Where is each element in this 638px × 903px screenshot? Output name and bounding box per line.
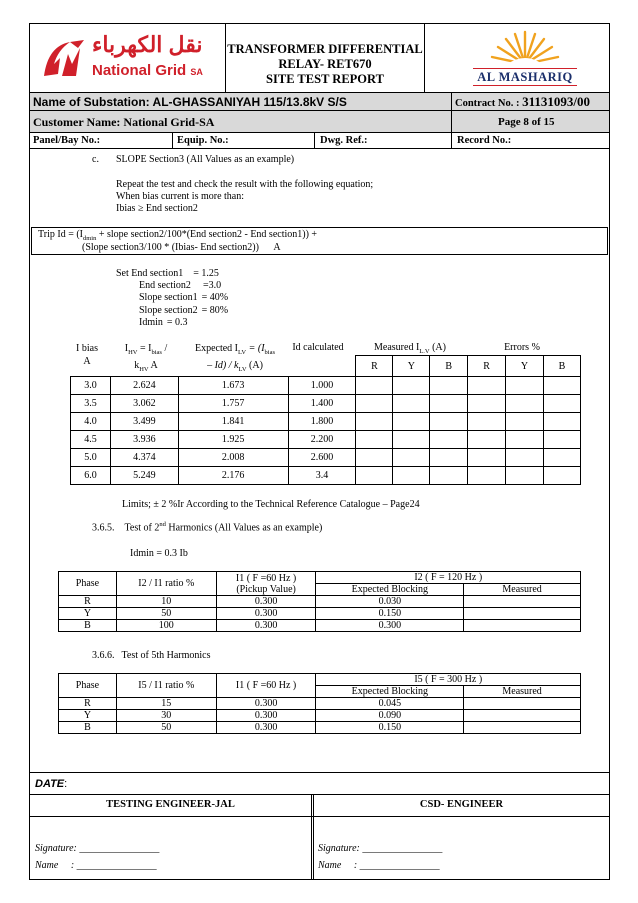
th-ihv-a: I — [124, 343, 129, 354]
intro-line-3: Ibias ≥ End section2 — [116, 203, 198, 214]
table-row — [71, 377, 581, 395]
cell-i1: 0.300 — [216, 710, 316, 722]
th-ihv-d: bias — [151, 349, 162, 356]
logo-arabic-text: نقل الكهرباء — [92, 32, 203, 57]
cell-meas-r[interactable] — [356, 377, 393, 395]
cell-ibias: 5.0 — [71, 449, 111, 467]
cell-meas-r[interactable] — [356, 413, 393, 431]
logo-english-text — [92, 62, 203, 79]
cell-err-b[interactable] — [544, 449, 581, 467]
cell-expected: 0.030 — [316, 596, 464, 608]
cell-ratio: 50 — [116, 722, 216, 734]
harm5-heading — [92, 650, 211, 661]
footer-inner-top — [30, 794, 609, 795]
harm5-title: Test of 5th Harmonics — [121, 650, 211, 661]
logo-underline-bottom — [473, 85, 577, 86]
harm2-heading — [92, 521, 322, 533]
table-row — [71, 449, 581, 467]
th-exp-a: Expected I — [194, 343, 239, 354]
h2-th-ratio: I2 / I1 ratio % — [116, 572, 216, 596]
cell-id: 1.400 — [288, 395, 356, 413]
harm2-table — [58, 571, 581, 632]
table-row — [71, 431, 581, 449]
th-errors: Errors % — [504, 342, 540, 353]
footer-inner-bottom — [30, 816, 609, 817]
harm2-title-sup: nd — [159, 521, 166, 528]
cell-ibias: 4.5 — [71, 431, 111, 449]
table-row — [71, 413, 581, 431]
h5-th-measured: Measured — [464, 686, 581, 698]
cell-phase: B — [59, 722, 117, 734]
cell-i1: 0.300 — [216, 608, 316, 620]
info-divider-1 — [172, 132, 173, 149]
cell-err-y[interactable] — [506, 377, 544, 395]
cell-ihv: 2.624 — [110, 377, 178, 395]
cell-meas-b[interactable] — [430, 431, 468, 449]
header-divider-right — [424, 23, 425, 93]
cell-phase: Y — [59, 710, 117, 722]
logo-name: National Grid — [92, 62, 187, 79]
cell-i1: 0.300 — [216, 620, 316, 632]
error-header-B: B — [544, 356, 581, 377]
cell-id: 1.000 — [288, 377, 356, 395]
date-text: DATE — [35, 778, 65, 790]
csd-engineer-title: CSD- ENGINEER — [419, 799, 504, 810]
cell-err-r[interactable] — [468, 377, 506, 395]
setting-slope-section2 — [116, 305, 228, 317]
cell-ibias: 3.0 — [71, 377, 111, 395]
th-meas-b: L.V — [419, 348, 430, 355]
setting-value: = 0.3 — [166, 316, 188, 328]
setting-label: Idmin — [139, 316, 163, 328]
h2-th-i1-a: I1 ( F =60 Hz ) — [235, 572, 297, 584]
cell-measured[interactable] — [464, 698, 581, 710]
th-measured — [356, 342, 464, 355]
th-exp-c: = (I — [246, 343, 265, 354]
cell-err-y[interactable] — [506, 467, 544, 485]
cell-ratio: 50 — [116, 608, 216, 620]
panel-bay-label: Panel/Bay No.: — [33, 135, 101, 146]
page-number: Page 8 of 15 — [498, 116, 555, 128]
harm2-idmin: Idmin = 0.3 Ib — [130, 548, 188, 559]
cell-i1: 0.300 — [216, 596, 316, 608]
th-meas-a: Measured I — [374, 342, 420, 353]
national-grid-emblem-icon — [40, 36, 88, 82]
cell-meas-b[interactable] — [430, 413, 468, 431]
cell-ihv: 5.249 — [110, 467, 178, 485]
slope3-heading: SLOPE Section3 (All Values as an example) — [116, 154, 295, 165]
cell-meas-y[interactable] — [393, 413, 430, 431]
th-exp-f: LV — [238, 366, 247, 373]
page-frame-left — [29, 149, 30, 773]
cell-id: 1.800 — [288, 413, 356, 431]
table-row — [59, 710, 581, 722]
cell-id: 3.4 — [288, 467, 356, 485]
slope3-intro — [116, 179, 373, 215]
equip-no-label: Equip. No.: — [177, 135, 229, 146]
cell-measured[interactable] — [464, 722, 581, 734]
formula-sub: dmin — [83, 235, 97, 242]
date-colon: : — [64, 778, 68, 790]
cell-measured[interactable] — [464, 710, 581, 722]
slope3-phase-row — [71, 356, 581, 377]
record-no-label: Record No.: — [457, 135, 512, 146]
right-signature-field[interactable]: Signature: ________________ — [318, 843, 443, 854]
h5-th-ratio: I5 / I1 ratio % — [116, 674, 216, 698]
th-ihv-c: = I — [137, 343, 152, 354]
table-row — [59, 698, 581, 710]
setting-value: =3.0 — [202, 280, 222, 292]
cell-measured[interactable] — [464, 620, 581, 632]
cell-measured[interactable] — [464, 596, 581, 608]
customer-name: Customer Name: National Grid-SA — [33, 115, 215, 129]
cell-err-b[interactable] — [544, 395, 581, 413]
th-id-calc: Id calculated — [292, 342, 344, 353]
cell-meas-y[interactable] — [393, 377, 430, 395]
cell-ihv: 3.499 — [110, 413, 178, 431]
cell-expected: 1.673 — [178, 377, 288, 395]
limits-note: Limits; ± 2 %Ir According to the Technical Reference Catalogue – Page24 — [122, 499, 420, 510]
cell-err-r[interactable] — [468, 467, 506, 485]
table-row — [59, 608, 581, 620]
cell-err-b[interactable] — [544, 467, 581, 485]
cell-ratio: 15 — [116, 698, 216, 710]
cell-meas-y[interactable] — [393, 431, 430, 449]
intro-line-2: When bias current is more than: — [116, 191, 245, 202]
setting-value: = 40% — [201, 292, 229, 304]
title-line-1: TRANSFORMER DIFFERENTIAL — [227, 42, 423, 56]
cell-expected: 1.757 — [178, 395, 288, 413]
contract-number — [455, 94, 590, 110]
customer-divider — [451, 110, 452, 133]
cell-phase: R — [59, 698, 117, 710]
cell-err-r[interactable] — [468, 431, 506, 449]
setting-value: = 80% — [201, 304, 229, 316]
national-grid-logo — [38, 32, 218, 86]
cell-expected: 1.925 — [178, 431, 288, 449]
h2-th-i1 — [216, 572, 316, 596]
setting-label: Set End section1 — [116, 268, 184, 279]
th-exp-e: – Id) / k — [207, 360, 239, 371]
th-exp-d: bias — [264, 349, 276, 356]
formula-part-b: + slope section2/100*(End section2 - End section1)) + — [96, 229, 318, 240]
cell-phase: Y — [59, 608, 117, 620]
phase-header-Y: Y — [393, 356, 430, 377]
cell-meas-y[interactable] — [393, 467, 430, 485]
al-mashariq-logo — [470, 28, 580, 88]
harm5-header-row-1 — [59, 674, 581, 686]
logo-underline — [473, 68, 577, 69]
cell-err-y[interactable] — [506, 431, 544, 449]
testing-engineer-title: TESTING ENGINEER-JAL — [106, 799, 235, 810]
th-ibias-1: I bias — [76, 343, 98, 354]
setting-end-section1 — [116, 268, 228, 280]
th-exp-b: LV — [238, 349, 247, 356]
title-line-3: SITE TEST REPORT — [266, 72, 384, 86]
harm2-title-a: Test of 2 — [124, 522, 160, 534]
th-ihv-f: k — [134, 360, 140, 371]
table-row — [59, 722, 581, 734]
cell-ratio: 30 — [116, 710, 216, 722]
cell-i1: 0.300 — [216, 698, 316, 710]
cell-meas-b[interactable] — [430, 395, 468, 413]
cell-meas-b[interactable] — [430, 449, 468, 467]
harm2-title-b: Harmonics (All Values as an example) — [165, 522, 323, 534]
cell-meas-b[interactable] — [430, 377, 468, 395]
date-label — [35, 778, 67, 790]
trip-formula-line-2: (Slope section3/100 * (Ibias- End section2)) A — [82, 242, 281, 253]
cell-meas-y[interactable] — [393, 449, 430, 467]
cell-expected: 0.090 — [316, 710, 464, 722]
cell-err-r[interactable] — [468, 449, 506, 467]
h2-th-i1-b: (Pickup Value) — [236, 583, 296, 595]
cell-ihv: 4.374 — [110, 449, 178, 467]
table-row — [59, 596, 581, 608]
cell-meas-r[interactable] — [356, 449, 393, 467]
right-name-field[interactable]: Name : ________________ — [318, 860, 440, 871]
contract-value: 31131093/00 — [522, 94, 590, 109]
th-exp-g: (A) — [246, 360, 263, 371]
setting-value: = 1.25 — [193, 268, 219, 279]
th-ihv-e: / — [161, 343, 168, 354]
phase-header-B: B — [430, 356, 468, 377]
h5-th-expected: Expected Blocking — [316, 686, 464, 698]
substation-divider — [451, 92, 452, 111]
setting-idmin — [116, 317, 228, 329]
h2-th-measured: Measured — [464, 584, 581, 596]
cell-expected: 0.150 — [316, 722, 464, 734]
cell-meas-y[interactable] — [393, 395, 430, 413]
left-signature-field[interactable]: Signature: ________________ — [35, 843, 160, 854]
cell-ihv: 3.062 — [110, 395, 178, 413]
cell-expected: 2.008 — [178, 449, 288, 467]
title-line-2: RELAY- RET670 — [278, 57, 372, 71]
cell-err-r[interactable] — [468, 395, 506, 413]
th-meas-c: (A) — [429, 342, 446, 353]
cell-expected: 2.176 — [178, 467, 288, 485]
cell-err-y[interactable] — [506, 413, 544, 431]
info-divider-2 — [314, 132, 315, 149]
page-frame-right — [609, 149, 610, 773]
slope3-item: c. — [92, 154, 99, 165]
harm2-number: 3.6.5. — [92, 522, 115, 534]
cell-meas-r[interactable] — [356, 431, 393, 449]
table-row — [71, 467, 581, 485]
th-ihv-b: HV — [128, 349, 138, 356]
setting-end-section2 — [116, 280, 228, 292]
harm5-number: 3.6.6. — [92, 650, 115, 661]
harm5-table — [58, 673, 581, 734]
setting-label: Slope section2 — [139, 304, 198, 316]
formula-part-a: Trip Id = (I — [38, 229, 83, 240]
h5-th-phase: Phase — [59, 674, 117, 698]
cell-err-b[interactable] — [544, 431, 581, 449]
info-divider-3 — [451, 132, 452, 149]
cell-err-b[interactable] — [544, 413, 581, 431]
cell-ibias: 3.5 — [71, 395, 111, 413]
al-mashariq-text: AL MASHARIQ — [477, 70, 573, 84]
sunburst-icon — [487, 28, 563, 68]
th-ihv-h: A — [148, 360, 158, 371]
settings-block — [116, 268, 228, 329]
h5-th-i1: I1 ( F =60 Hz ) — [216, 674, 316, 698]
cell-expected: 1.841 — [178, 413, 288, 431]
phase-header-R: R — [356, 356, 393, 377]
th-ihv-g: HV — [139, 366, 149, 373]
slope3-table — [70, 355, 581, 485]
report-title — [226, 42, 424, 87]
cell-err-b[interactable] — [544, 377, 581, 395]
intro-line-1: Repeat the test and check the result with the following equation; — [116, 179, 374, 190]
h5-th-group: I5 ( F = 300 Hz ) — [316, 674, 581, 686]
cell-err-y[interactable] — [506, 449, 544, 467]
trip-formula-line-1 — [38, 229, 317, 242]
table-row — [59, 620, 581, 632]
h2-th-expected: Expected Blocking — [316, 584, 464, 596]
dwg-ref-label: Dwg. Ref.: — [320, 135, 368, 146]
cell-id: 2.200 — [288, 431, 356, 449]
cell-err-y[interactable] — [506, 395, 544, 413]
setting-label: Slope section1 — [139, 292, 198, 304]
cell-expected: 0.045 — [316, 698, 464, 710]
setting-slope-section1 — [116, 292, 228, 304]
cell-ibias: 6.0 — [71, 467, 111, 485]
cell-ihv: 3.936 — [110, 431, 178, 449]
cell-expected: 0.300 — [316, 620, 464, 632]
cell-meas-r[interactable] — [356, 395, 393, 413]
h2-th-group: I2 ( F = 120 Hz ) — [316, 572, 581, 584]
error-header-Y: Y — [506, 356, 544, 377]
cell-err-r[interactable] — [468, 413, 506, 431]
cell-measured[interactable] — [464, 608, 581, 620]
left-name-field[interactable]: Name : ________________ — [35, 860, 157, 871]
substation-name: Name of Substation: AL-GHASSANIYAH 115/13.8kV S/S — [33, 95, 347, 109]
contract-label: Contract No. : — [455, 98, 523, 109]
cell-i1: 0.300 — [216, 722, 316, 734]
cell-ibias: 4.0 — [71, 413, 111, 431]
cell-phase: R — [59, 596, 117, 608]
logo-suffix: SA — [190, 67, 203, 77]
harm2-header-row-1 — [59, 572, 581, 584]
cell-expected: 0.150 — [316, 608, 464, 620]
th-ibias-2: A — [83, 356, 91, 367]
h2-th-phase: Phase — [59, 572, 117, 596]
cell-meas-r[interactable] — [356, 467, 393, 485]
cell-id: 2.600 — [288, 449, 356, 467]
cell-phase: B — [59, 620, 117, 632]
cell-ratio: 100 — [116, 620, 216, 632]
setting-label: End section2 — [139, 280, 191, 292]
table-row — [71, 395, 581, 413]
cell-meas-b[interactable] — [430, 467, 468, 485]
error-header-R: R — [468, 356, 506, 377]
cell-ratio: 10 — [116, 596, 216, 608]
